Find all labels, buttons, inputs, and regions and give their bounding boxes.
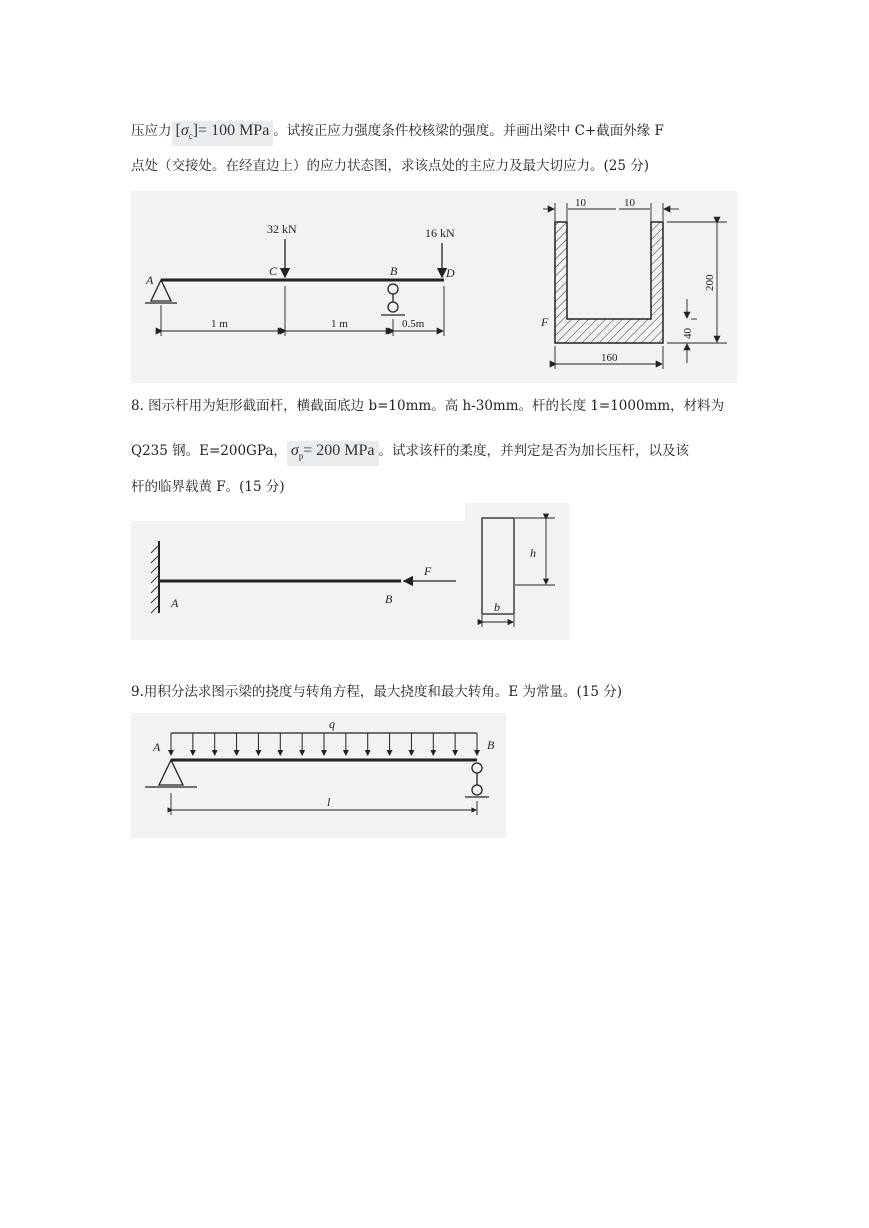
roller-support-icon xyxy=(472,763,482,773)
figure-udl-beam xyxy=(131,713,506,838)
dim-width: 160 xyxy=(601,352,618,364)
dim-bd: 0.5m xyxy=(402,318,425,330)
label-c: C xyxy=(269,264,278,278)
label-b: B xyxy=(390,264,398,278)
p8-line-2: Q235 钢。E=200GPa， $\sigma_p= 200$ MPa 。试求该杆的柔度，并判定是否为加长压杆，以及该 xyxy=(131,441,689,466)
p8-line-1: 8. 图示杆用为矩形截面杆，横截面底边 b=10mm。高 h-30mm。杆的长度 1=1000mm，材料为 xyxy=(131,398,725,414)
label-force: F xyxy=(424,564,432,578)
figure-rect-section xyxy=(465,503,569,640)
dim-ac: 1 m xyxy=(211,318,228,330)
label-d: D xyxy=(446,266,455,280)
label-l: l xyxy=(327,795,331,809)
dim-height: 200 xyxy=(704,274,716,291)
p7-line-1: 压应力 $[\sigma_c]= 100$ MPa 。试按正应力强度条件校核梁的强度。并画出梁中 C+截面外缘 F xyxy=(131,121,664,146)
roller-support-icon xyxy=(388,284,398,294)
figure-beam-section xyxy=(131,191,737,383)
channel-section xyxy=(555,222,663,343)
figure-rect-section-svg xyxy=(465,503,569,640)
dim-base: 40 xyxy=(682,328,694,339)
sigma-p-formula: $\sigma_p= 200$ MPa xyxy=(287,441,379,466)
load-d-label: 16 kN xyxy=(425,226,455,240)
p8-line-3: 杆的临界载黄 F。(15 分) xyxy=(131,479,285,495)
label-f: F xyxy=(541,315,549,329)
pin-support-icon xyxy=(151,280,171,301)
label-h: h xyxy=(530,546,536,560)
dim-cb: 1 m xyxy=(331,318,348,330)
dim-t1: 10 xyxy=(575,197,586,209)
label-b: B xyxy=(487,738,495,752)
figure-cantilever-svg xyxy=(131,521,465,640)
label-b-width: b xyxy=(494,600,500,614)
pin-support-icon xyxy=(159,760,183,785)
label-q: q xyxy=(329,717,335,731)
p7-line-2: 点处（交接处。在经直边上）的应力状态图，求该点处的主应力及最大切应力。(25 分) xyxy=(131,158,650,174)
figure-cantilever xyxy=(131,521,465,640)
label-a: A xyxy=(153,740,161,754)
label-b: B xyxy=(385,592,393,606)
sigma-c-formula: $[\sigma_c]= 100$ MPa xyxy=(172,121,274,146)
figure-beam-section-svg xyxy=(131,191,737,383)
label-a: A xyxy=(146,273,154,287)
label-a: A xyxy=(171,596,179,610)
udl-arrows xyxy=(171,733,477,755)
p9-line-1: 9.用积分法求图示梁的挠度与转角方程，最大挠度和最大转角。E 为常量。(15 分) xyxy=(131,684,623,700)
dim-t2: 10 xyxy=(624,197,635,209)
figure-udl-beam-svg xyxy=(131,713,506,838)
load-c-label: 32 kN xyxy=(267,222,297,236)
